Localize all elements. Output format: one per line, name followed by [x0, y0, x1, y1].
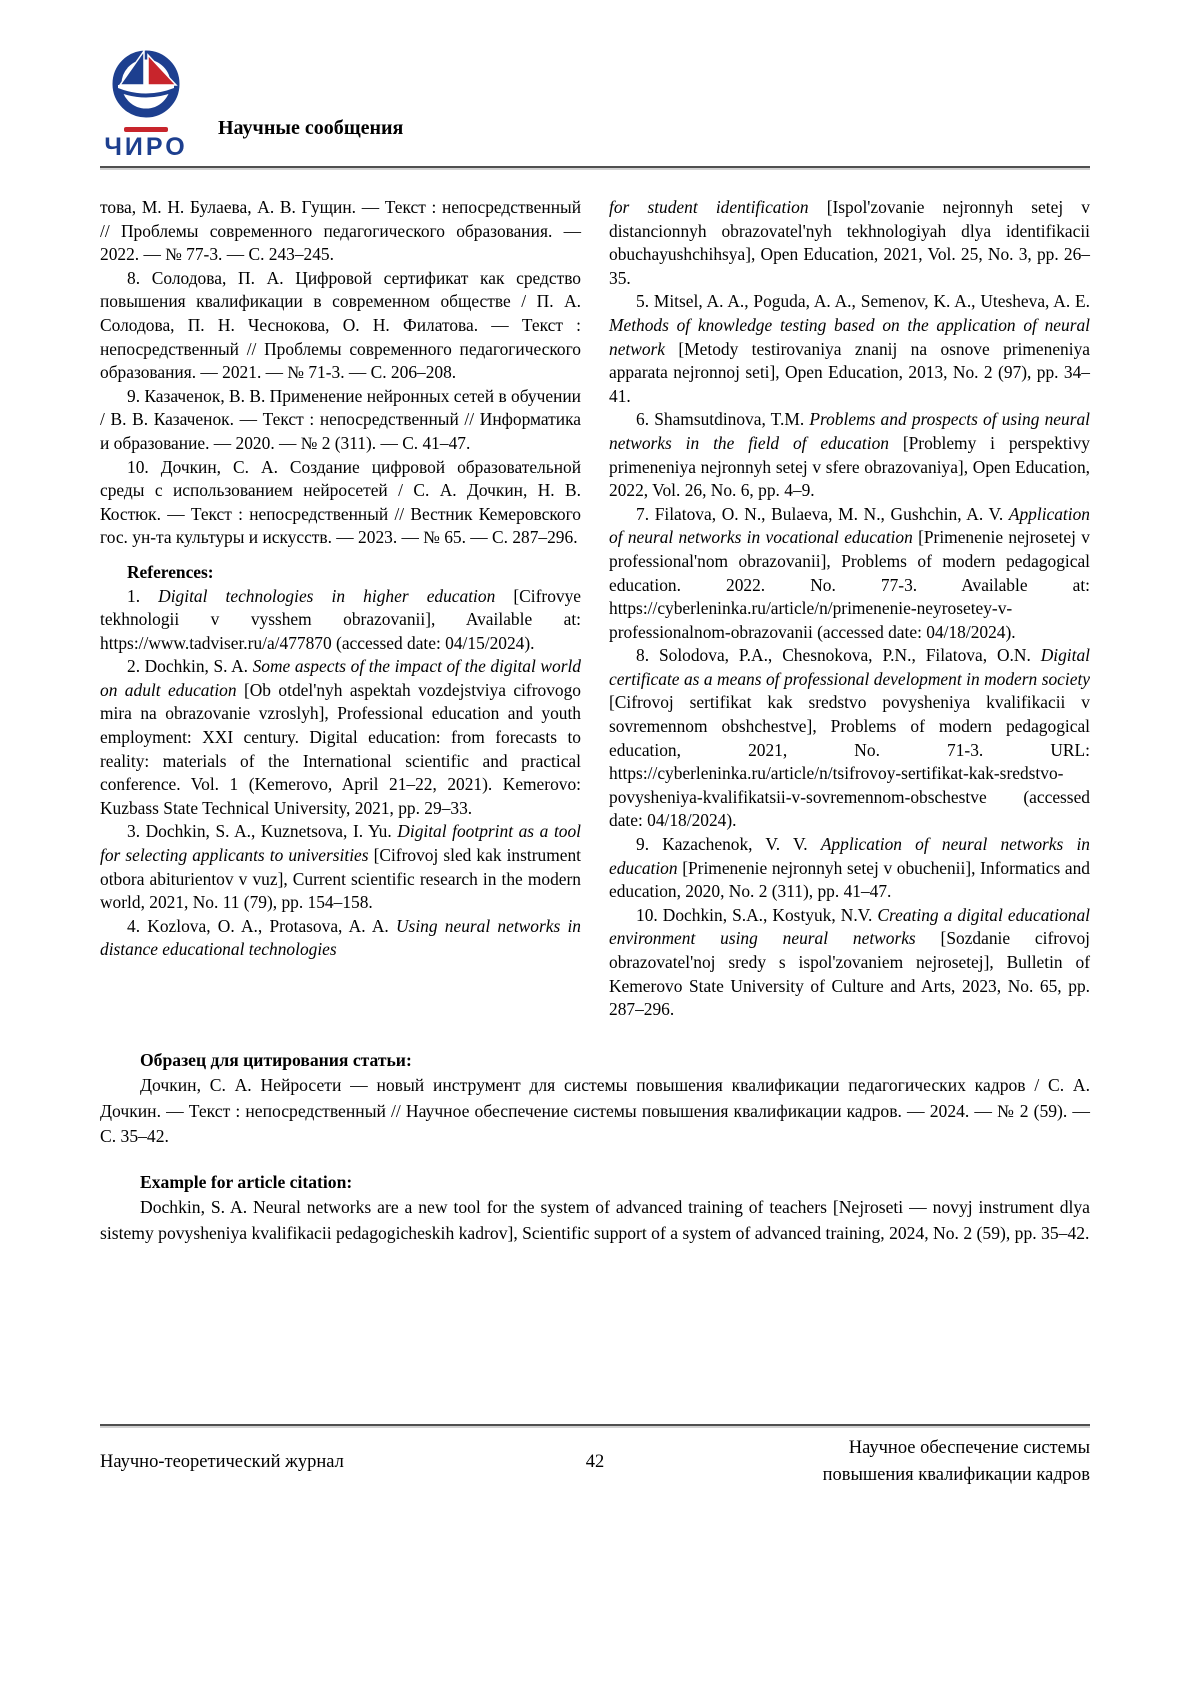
reference-en-8: 8. Solodova, P.A., Chesnokova, P.N., Filatova, O.N. Digital certificate as a means of professional development in modern society [Cifrovoj sertifikat kak sredstvo povysheniya kvalifikacii v sovremennom obshchestve], Problems of modern pedagogical education, 2021, No. 71-3. URL: https://cyberleninka.ru/article/n/tsifrovoy-sertifikat-kak-sredstvo-povysheniya-kvalifikatsii-v-sovremennom-obschestve (accessed date: 04/18/2024).: [609, 645, 1090, 831]
citation-en-text: Dochkin, S. A. Neural networks are a new tool for the system of advanced training of teachers [Nejroseti — novyj instrument dlya sistemy povysheniya kvalifikacii pedagogicheskih kadrov], Scientific support of a system of advanced training, 2024, No. 2 (59), pp. 35–42.: [100, 1197, 1090, 1243]
citation-ru-block: [100, 1048, 1090, 1150]
reference-ru-9: 9. Казаченок, В. В. Применение нейронных сетей в обучении / В. В. Казаченок. — Текст : непосредственный // Информатика и образование. — 2020. — № 2 (311). — С. 41–47.: [100, 385, 581, 453]
page-footer: [100, 1424, 1090, 1489]
reference-en-10: 10. Dochkin, S.A., Kostyuk, N.V. Creating a digital educational environment using neural networks [Sozdanie cifrovoj obrazovatel'noj sredy s ispol'zovaniem nejrosetej], Bulletin of Kemerovo State University of Culture and Arts, 2023, No. 65, pp. 287–296.: [609, 904, 1090, 1020]
section-title: Научные сообщения: [218, 117, 404, 139]
citation-en-heading: Example for article citation:: [140, 1171, 353, 1192]
reference-en-3: 3. Dochkin, S. A., Kuznetsova, I. Yu. Digital footprint as a tool for selecting applicants to universities [Cifrovoj sled kak instrument otbora abiturientov v vuz], Current scientific research in the modern world, 2021, No. 11 (79), pp. 154–158.: [100, 821, 581, 913]
reference-en-4-continuation: for student identification [Ispol'zovanie nejronnyh setej v distancionnyh obrazovatel'nyh tekhnologiyah dlya identifikacii obuchayushchihsya], Open Education, 2021, Vol. 25, No. 3, pp. 26–35.: [609, 197, 1090, 288]
reference-ru-10: 10. Дочкин, С. А. Создание цифровой образовательной среды с использованием нейросетей / С. А. Дочкин, Н. В. Костюк. — Текст : непосредственный // Вестник Кемеровского гос. ун-та культуры и искусств. — 2023. — № 65. — С. 287–296.: [100, 456, 581, 548]
header-rule: [100, 166, 1090, 168]
reference-en-9: 9. Kazachenok, V. V. Application of neural networks in education [Primenenie nejronnyh setej v obuchenii], Informatics and education, 2020, No. 2 (311), pp. 41–47.: [609, 834, 1090, 902]
reference-en-6: 6. Shamsutdinova, T.M. Problems and prospects of using neural networks in the field of education [Problemy i perspektivy primeneniya nejronnyh setej v sfere obrazovaniya], Open Education, 2022, Vol. 26, No. 6, pp. 4–9.: [609, 409, 1090, 501]
footer-row: [100, 1435, 1090, 1489]
reference-ru-7-continuation: това, М. Н. Булаева, А. В. Гущин. — Текст : непосредственный // Проблемы современного педагогического образования. — 2022. — № 77-3. — С. 243–245.: [100, 197, 581, 265]
citation-ru-text: Дочкин, С. А. Нейросети — новый инструмент для системы повышения квалификации педагогических кадров / С. А. Дочкин. — Текст : непосредственный // Научное обеспечение системы повышения квалификации кадров. — 2024. — № 2 (59). — С. 35–42.: [100, 1075, 1090, 1147]
logo-text: ЧИРО: [104, 133, 188, 161]
citation-en-block: [100, 1170, 1090, 1247]
chiro-logo: [100, 47, 192, 162]
chiro-logo-icon: [104, 47, 188, 125]
footer-journal-title-line1: Научное обеспечение системы: [848, 1438, 1090, 1458]
references-heading: References:: [127, 561, 214, 582]
footer-journal-title: [604, 1435, 1090, 1489]
footer-rule: [100, 1424, 1090, 1426]
logo-ribbon: [124, 127, 168, 132]
left-column: [100, 196, 581, 1022]
references-columns: [100, 196, 1090, 1022]
footer-journal-title-line2: повышения квалификации кадров: [822, 1465, 1090, 1485]
reference-en-1: 1. Digital technologies in higher education [Cifrovye tekhnologii v vysshem obrazovanii], Available at: https://www.tadviser.ru/a/477870 (accessed date: 04/15/2024).: [100, 585, 581, 653]
reference-ru-8: 8. Солодова, П. А. Цифровой сертификат как средство повышения квалификации в современном обществе / П. А. Солодова, П. Н. Чеснокова, О. Н. Филатова. — Текст : непосредственный // Проблемы современного педагогического образования. — 2021. — № 71-3. — С. 206–208.: [100, 267, 581, 383]
page-number: 42: [585, 1451, 605, 1472]
page-header: [100, 46, 1090, 162]
reference-en-5: 5. Mitsel, A. A., Poguda, A. A., Semenov, K. A., Utesheva, A. E. Methods of knowledge testing based on the application of neural network [Metody testirovaniya znanij na osnove primeneniya apparata nejronnoj seti], Open Education, 2013, No. 2 (97), pp. 34–41.: [609, 291, 1090, 406]
citation-ru-heading: Образец для цитирования статьи:: [140, 1049, 412, 1070]
reference-en-4-start: 4. Kozlova, O. A., Protasova, A. A. Using neural networks in distance educational technologies: [100, 915, 581, 960]
footer-journal-name: Научно-теоретический журнал: [100, 1451, 344, 1472]
right-column: [609, 196, 1090, 1022]
reference-en-7: 7. Filatova, O. N., Bulaeva, M. N., Gushchin, A. V. Application of neural networks in vocational education [Primenenie nejrosetej v professional'nom obrazovanii], Problems of modern pedagogical education. 2022. No. 77-3. Available at: https://cyberleninka.ru/article/n/primenenie-neyrosetey-v-professionalnom-obrazovanii (accessed date: 04/18/2024).: [609, 503, 1090, 642]
reference-en-2: 2. Dochkin, S. A. Some aspects of the impact of the digital world on adult education [Ob otdel'nyh aspektah vozdejstviya cifrovogo mira na obrazovanie vzroslyh], Professional education and youth employment: XXI century. Digital education: from forecasts to reality: materials of the International scientific and practical conference. Vol. 1 (Kemerovo, April 21–22, 2021). Kemerovo: Kuzbass State Technical University, 2021, pp. 29–33.: [100, 656, 582, 818]
